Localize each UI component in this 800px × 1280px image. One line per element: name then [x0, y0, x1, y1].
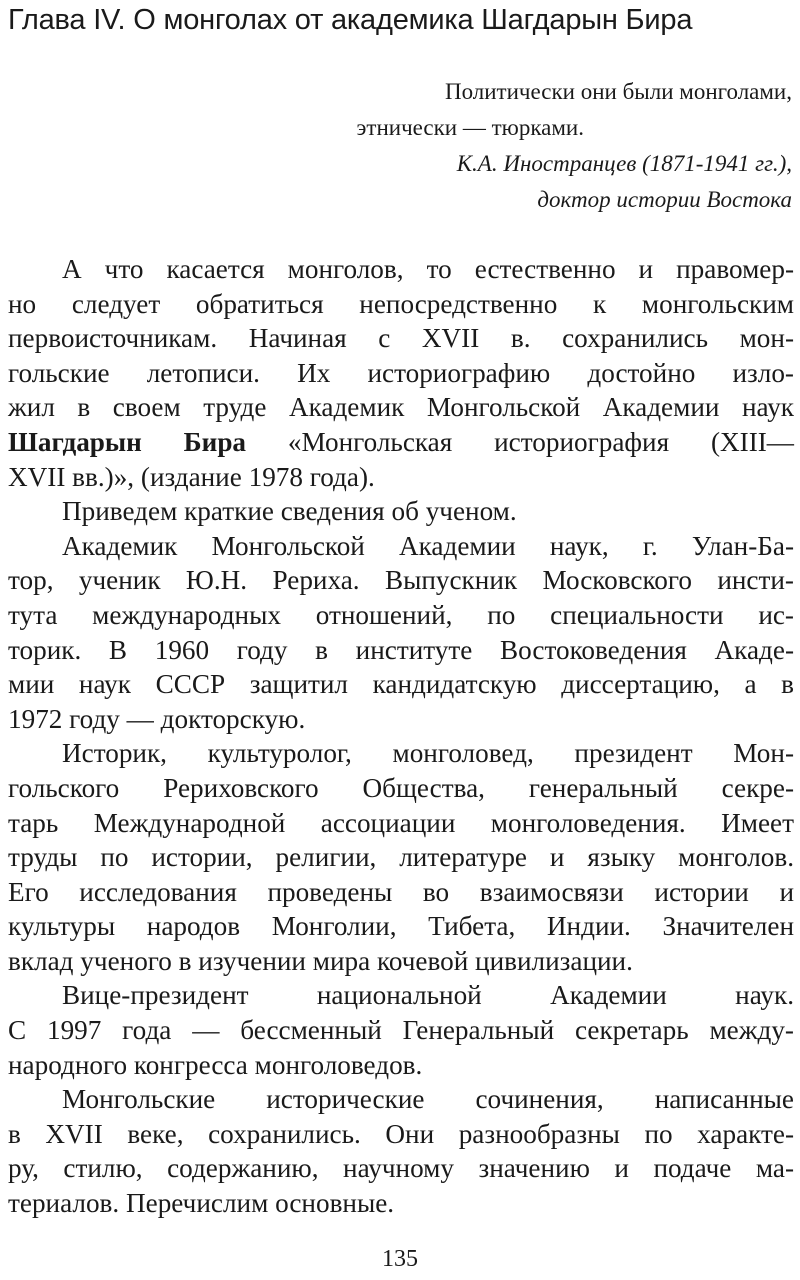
text-line: но следует обратиться непосредственно к монгольским	[8, 288, 794, 319]
paragraph-3	[8, 529, 794, 737]
text-line: Академик Монгольской Академии наук, г. Улан-Ба-	[62, 530, 794, 561]
text-line: А что касается монголов, то естественно и правомер-	[62, 254, 794, 284]
text-line: тарь Международной ассоциации монголоведения. Имеет	[8, 807, 794, 838]
text-line: вклад ученого в изучении мира кочевой цивилизации.	[8, 945, 633, 976]
text-line: гольские летописи. Их историографию достойно изло-	[8, 357, 794, 388]
paragraph-5	[8, 978, 794, 1082]
text-line: Историк, культуролог, монголовед, президент Мон-	[62, 738, 794, 769]
text-line: 1972 году — докторскую.	[8, 703, 306, 734]
paragraph-2	[8, 494, 794, 529]
text-line: труды по истории, религии, литературе и языку монголов.	[8, 842, 794, 873]
body-text	[8, 252, 794, 1221]
text-line: культуры народов Монголии, Тибета, Индии. Значителен	[8, 911, 794, 942]
text-line: Вице-президент национальной Академии наук.	[62, 980, 794, 1011]
text-line: тута международных отношений, по специальности ис-	[8, 599, 794, 630]
epigraph	[232, 74, 792, 218]
text-line: С 1997 года — бессменный Генеральный секретарь между-	[8, 1015, 794, 1046]
text-line: в XVII веке, сохранились. Они разнообразны по характе-	[8, 1118, 794, 1149]
text-line: жил в своем труде Академик Монгольской Академии наук	[8, 392, 794, 423]
epigraph-author: К.А. Иностранцев (1871-1941 гг.),	[456, 151, 792, 176]
text-line: народного конгресса монголоведов.	[8, 1049, 423, 1080]
epigraph-line-1: Политически они были монголами,	[444, 79, 792, 104]
text-line: торик. В 1960 году в институте Востоковедения Акаде-	[8, 634, 794, 665]
text-line: гольского Рериховского Общества, генеральный секре-	[8, 772, 794, 803]
text-line: териалов. Перечислим основные.	[8, 1188, 395, 1219]
text-line: мии наук СССР защитил кандидатскую диссертацию, а в	[8, 669, 794, 700]
page-number: 135	[382, 1246, 418, 1272]
epigraph-author-title: доктор истории Востока	[537, 187, 792, 212]
paragraph-6	[8, 1082, 794, 1220]
text-line: Монгольские исторические сочинения, написанные	[62, 1084, 794, 1115]
paragraph-4	[8, 736, 794, 978]
text-line: Его исследования проведены во взаимосвязи истории и	[8, 876, 794, 907]
text-fragment: «Монгольская историография (XIII—	[287, 426, 794, 457]
text-line	[8, 425, 794, 460]
epigraph-line-2: этнически — тюрками.	[356, 115, 584, 140]
paragraph-1	[8, 252, 794, 494]
text-line: ру, стилю, содержанию, научному значению и подаче ма-	[8, 1153, 794, 1184]
scholar-name: Шагдарын Бира	[8, 426, 247, 457]
text-line: XVII вв.)», (издание 1978 года).	[8, 461, 375, 492]
text-line: тор, ученик Ю.Н. Рериха. Выпускник Московского инсти-	[8, 565, 794, 596]
text-line: первоисточникам. Начиная с XVII в. сохранились мон-	[8, 323, 794, 354]
text-line: Приведем краткие сведения об ученом.	[62, 496, 517, 527]
chapter-title: Глава IV. О монголах от академика Шагдарын Бира	[8, 4, 693, 36]
